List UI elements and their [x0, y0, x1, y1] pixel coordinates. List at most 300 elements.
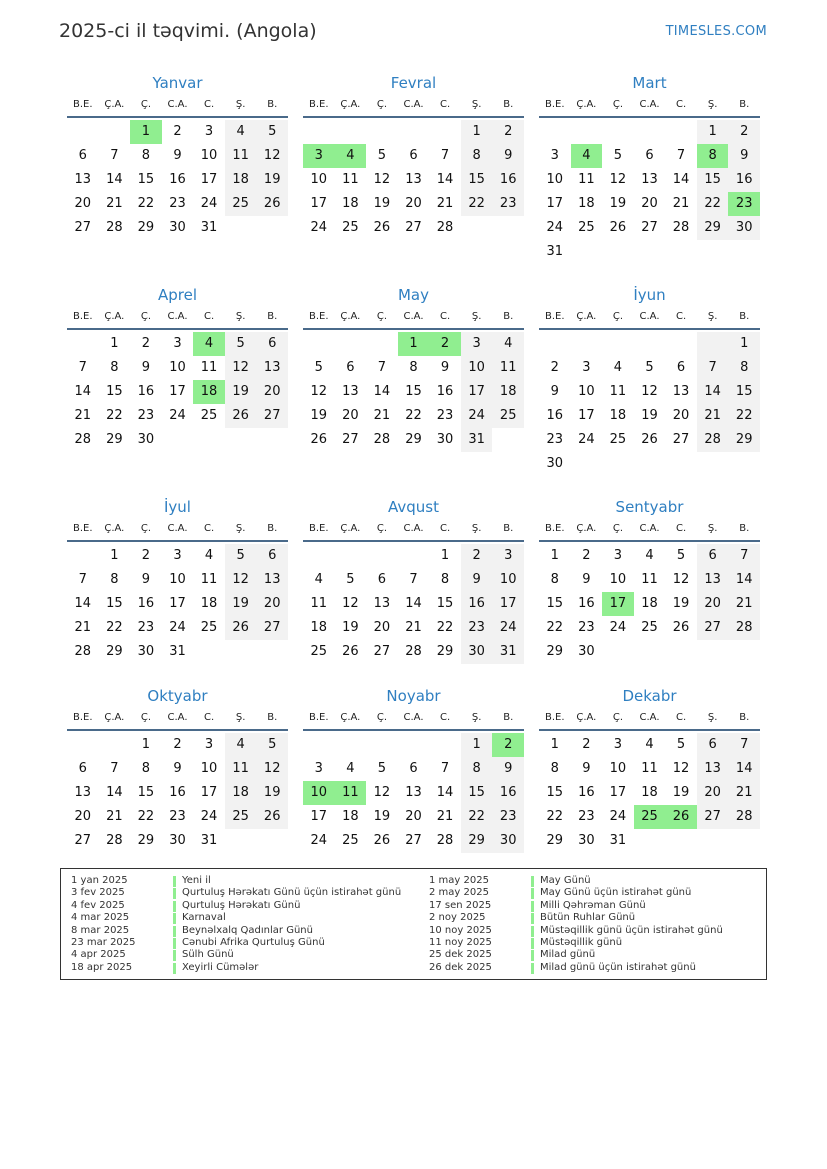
legend-date: 2 may 2025	[429, 887, 489, 899]
month-name: Sentyabr	[615, 498, 684, 516]
day-cell: 9	[141, 572, 151, 587]
day-cell: 28	[436, 220, 454, 235]
day-cell: 30	[578, 833, 595, 848]
empty-day-cell	[571, 120, 603, 144]
holiday-marker-icon	[531, 963, 534, 974]
weekday-header	[303, 306, 524, 330]
day-cell: 29	[546, 833, 564, 848]
weekday-header	[539, 306, 760, 330]
month-3	[67, 284, 288, 452]
day-cell: 3	[173, 336, 182, 351]
month-name: Dekabr	[622, 687, 677, 705]
legend-date: 8 mar 2025	[71, 924, 130, 936]
legend-row	[429, 937, 723, 949]
empty-day-cell	[665, 120, 697, 144]
day-cell: 7	[78, 572, 87, 587]
empty-day-cell	[366, 733, 398, 757]
day-cell: 27	[697, 616, 729, 640]
holiday-day-cell: 2	[429, 332, 461, 356]
day-cell: 5	[225, 332, 257, 356]
day-cell: 17	[609, 785, 627, 800]
day-cell: 19	[310, 408, 328, 423]
day-cell: 24	[461, 404, 493, 428]
day-cell: 12	[310, 384, 328, 399]
day-cell: 7	[110, 761, 119, 776]
day-cell: 20	[405, 196, 422, 211]
day-cell: 17	[492, 592, 524, 616]
empty-day-cell	[303, 120, 335, 144]
day-cell: 29	[461, 829, 493, 853]
weekday-label: B.E.	[545, 712, 565, 723]
day-grid	[539, 332, 760, 476]
weekday-label: Ç.A.	[340, 311, 361, 322]
day-cell: 21	[728, 592, 760, 616]
empty-day-cell	[67, 332, 99, 356]
legend-row	[429, 925, 723, 937]
day-cell: 15	[106, 596, 123, 611]
holiday-legend	[60, 868, 767, 980]
day-cell: 8	[461, 757, 493, 781]
legend-holiday-name: Qurtuluş Hərəkatı Günü	[182, 899, 301, 911]
weekday-label: C.A.	[403, 712, 424, 723]
day-cell: 22	[461, 192, 493, 216]
holiday-day-cell: 8	[697, 144, 729, 168]
day-cell: 15	[405, 384, 422, 399]
weekday-label: Ş.	[707, 311, 718, 322]
day-cell: 14	[728, 568, 760, 592]
legend-date: 4 apr 2025	[71, 949, 126, 961]
holiday-marker-icon	[531, 926, 534, 937]
holiday-day-cell: 18	[193, 380, 225, 404]
month-8	[539, 496, 760, 664]
day-cell: 17	[200, 785, 218, 800]
day-cell: 25	[342, 220, 359, 235]
day-cell: 14	[106, 172, 123, 187]
holiday-day-cell: 10	[303, 781, 335, 805]
weekday-label: Ç.	[140, 311, 152, 322]
legend-row	[429, 962, 723, 974]
day-cell: 12	[256, 144, 288, 168]
day-grid	[303, 120, 524, 240]
day-cell: 8	[550, 761, 559, 776]
day-cell: 10	[310, 172, 328, 187]
empty-day-cell	[539, 120, 571, 144]
holiday-marker-icon	[173, 938, 176, 949]
day-cell: 24	[310, 220, 328, 235]
empty-day-cell	[398, 733, 430, 757]
day-cell: 20	[697, 592, 729, 616]
day-cell: 8	[461, 144, 493, 168]
day-cell: 9	[141, 360, 151, 375]
day-cell: 12	[609, 172, 627, 187]
day-cell: 11	[492, 356, 524, 380]
day-cell: 7	[78, 360, 87, 375]
day-cell: 15	[106, 384, 123, 399]
day-cell: 21	[436, 809, 454, 824]
day-cell: 20	[697, 781, 729, 805]
weekday-label: Ç.	[140, 712, 152, 723]
day-cell: 9	[461, 568, 493, 592]
day-cell: 30	[169, 833, 186, 848]
day-cell: 25	[225, 192, 257, 216]
day-cell: 25	[310, 644, 328, 659]
legend-date: 1 yan 2025	[71, 875, 128, 886]
month-5	[539, 284, 760, 476]
weekday-label: B.	[739, 311, 750, 322]
empty-day-cell	[634, 120, 666, 144]
legend-holiday-name: May Günü	[540, 875, 591, 886]
day-cell: 31	[200, 833, 218, 848]
day-cell: 23	[436, 408, 454, 423]
day-cell: 6	[78, 761, 87, 776]
legend-date: 2 noy 2025	[429, 912, 486, 924]
legend-column-left	[71, 875, 401, 974]
day-cell: 24	[200, 196, 218, 211]
day-cell: 19	[225, 380, 257, 404]
day-cell: 14	[672, 172, 690, 187]
day-cell: 3	[204, 737, 214, 752]
legend-date: 11 noy 2025	[429, 937, 492, 949]
weekday-label: Ç.A.	[104, 523, 125, 534]
weekday-header	[539, 94, 760, 118]
holiday-marker-icon	[173, 876, 176, 887]
legend-holiday-name: May Günü üçün istirahət günü	[540, 887, 692, 899]
weekday-label: Ç.A.	[340, 523, 361, 534]
day-cell: 7	[377, 360, 387, 375]
day-cell: 26	[225, 616, 257, 640]
day-cell: 28	[373, 432, 391, 447]
day-grid	[303, 332, 524, 452]
day-cell: 11	[609, 384, 627, 399]
day-cell: 5	[676, 548, 686, 563]
day-cell: 23	[169, 809, 186, 824]
day-cell: 28	[728, 616, 760, 640]
weekday-label: Ç.	[376, 99, 388, 110]
day-cell: 10	[609, 761, 627, 776]
day-cell: 8	[110, 572, 119, 587]
day-cell: 16	[492, 168, 524, 192]
day-cell: 25	[200, 620, 218, 635]
weekday-label: Ş.	[235, 311, 246, 322]
day-cell: 22	[546, 809, 564, 824]
weekday-label: Ç.A.	[576, 99, 597, 110]
day-cell: 30	[728, 216, 760, 240]
day-cell: 11	[310, 596, 328, 611]
legend-row	[429, 887, 723, 899]
day-cell: 7	[728, 733, 760, 757]
day-cell: 6	[645, 148, 654, 163]
day-cell: 14	[728, 757, 760, 781]
day-cell: 29	[137, 833, 155, 848]
weekday-label: Ş.	[471, 99, 482, 110]
day-cell: 18	[342, 809, 359, 824]
day-cell: 6	[256, 544, 288, 568]
day-cell: 2	[550, 360, 559, 375]
legend-date: 18 apr 2025	[71, 961, 133, 973]
weekday-label: C.A.	[639, 99, 660, 110]
day-cell: 28	[672, 220, 690, 235]
day-cell: 16	[578, 785, 595, 800]
day-cell: 13	[405, 172, 422, 187]
day-cell: 13	[672, 384, 690, 399]
day-cell: 1	[110, 548, 119, 563]
day-cell: 29	[106, 432, 123, 447]
legend-column-right	[429, 875, 723, 974]
month-name: May	[397, 286, 429, 304]
day-cell: 3	[173, 548, 182, 563]
weekday-label: Ç.A.	[340, 712, 361, 723]
legend-row	[71, 912, 401, 924]
day-cell: 7	[676, 148, 686, 163]
month-name: Oktyabr	[147, 687, 208, 705]
weekday-label: B.	[267, 99, 278, 110]
day-cell: 15	[461, 781, 493, 805]
empty-day-cell	[398, 120, 430, 144]
weekday-label: Ç.	[140, 99, 152, 110]
weekday-label: C.	[204, 311, 215, 322]
weekday-label: B.	[503, 99, 514, 110]
day-cell: 18	[310, 620, 328, 635]
empty-day-cell	[303, 544, 335, 568]
day-cell: 16	[137, 384, 155, 399]
day-cell: 27	[672, 432, 690, 447]
day-cell: 26	[310, 432, 328, 447]
legend-holiday-name: Sülh Günü	[182, 949, 234, 961]
day-cell: 12	[225, 568, 257, 592]
weekday-label: Ç.A.	[104, 712, 125, 723]
legend-holiday-name: Qurtuluş Hərəkatı Günü üçün istirahət günü	[182, 887, 402, 899]
day-cell: 30	[578, 644, 595, 659]
day-cell: 1	[461, 733, 493, 757]
holiday-day-cell: 2	[492, 733, 524, 757]
day-cell: 25	[609, 432, 627, 447]
weekday-header	[303, 518, 524, 542]
empty-day-cell	[335, 120, 367, 144]
legend-row	[71, 875, 401, 887]
day-cell: 13	[373, 596, 391, 611]
day-cell: 12	[672, 761, 690, 776]
weekday-label: C.A.	[639, 523, 660, 534]
weekday-label: Ç.	[612, 99, 624, 110]
weekday-label: B.E.	[73, 712, 93, 723]
day-cell: 1	[440, 548, 450, 563]
day-cell: 26	[256, 805, 288, 829]
day-cell: 4	[492, 332, 524, 356]
month-name: İyun	[633, 286, 666, 304]
day-cell: 3	[314, 761, 323, 776]
day-cell: 22	[405, 408, 422, 423]
day-cell: 1	[141, 737, 151, 752]
day-cell: 19	[342, 620, 359, 635]
day-cell: 13	[697, 568, 729, 592]
day-cell: 8	[110, 360, 119, 375]
weekday-label: C.A.	[403, 523, 424, 534]
weekday-label: Ç.A.	[576, 712, 597, 723]
weekday-label: C.	[204, 523, 215, 534]
day-cell: 24	[609, 809, 627, 824]
day-cell: 16	[169, 172, 186, 187]
day-cell: 13	[256, 356, 288, 380]
day-cell: 27	[697, 805, 729, 829]
weekday-label: Ç.A.	[104, 99, 125, 110]
legend-holiday-name: Beynəlxalq Qadınlar Günü	[182, 924, 313, 936]
day-cell: 3	[550, 148, 559, 163]
weekday-label: C.	[440, 311, 451, 322]
holiday-marker-icon	[531, 950, 534, 961]
day-cell: 21	[74, 620, 92, 635]
day-cell: 13	[697, 757, 729, 781]
legend-date: 3 fev 2025	[71, 887, 125, 899]
day-cell: 14	[436, 785, 454, 800]
day-cell: 5	[676, 737, 686, 752]
day-cell: 31	[609, 833, 627, 848]
legend-holiday-name: Müstəqillik günü	[540, 937, 623, 949]
holiday-marker-icon	[173, 950, 176, 961]
empty-day-cell	[398, 544, 430, 568]
day-cell: 16	[461, 592, 493, 616]
weekday-label: C.A.	[167, 99, 188, 110]
month-name: Yanvar	[152, 74, 203, 92]
weekday-label: Ç.A.	[576, 311, 597, 322]
day-cell: 30	[546, 456, 564, 471]
legend-date: 4 fev 2025	[71, 899, 125, 911]
day-cell: 20	[373, 620, 391, 635]
day-cell: 28	[697, 428, 729, 452]
day-cell: 2	[582, 548, 591, 563]
day-cell: 1	[550, 737, 559, 752]
day-cell: 19	[672, 785, 690, 800]
day-cell: 10	[169, 572, 186, 587]
day-cell: 5	[377, 148, 387, 163]
day-cell: 30	[137, 432, 155, 447]
day-cell: 7	[440, 761, 450, 776]
weekday-label: B.E.	[309, 99, 329, 110]
legend-row	[429, 912, 723, 924]
day-cell: 16	[492, 781, 524, 805]
day-cell: 18	[200, 596, 218, 611]
day-cell: 16	[169, 785, 186, 800]
day-cell: 14	[405, 596, 422, 611]
day-cell: 22	[137, 196, 155, 211]
day-cell: 5	[256, 120, 288, 144]
day-cell: 10	[200, 148, 218, 163]
day-cell: 3	[492, 544, 524, 568]
day-cell: 2	[173, 124, 182, 139]
day-cell: 18	[609, 408, 627, 423]
month-name: Fevral	[390, 74, 437, 92]
legend-date: 25 dek 2025	[429, 949, 492, 961]
holiday-day-cell: 4	[193, 332, 225, 356]
legend-holiday-name: Yeni il	[182, 875, 211, 886]
day-cell: 13	[256, 568, 288, 592]
day-cell: 6	[409, 761, 418, 776]
empty-day-cell	[571, 332, 603, 356]
holiday-day-cell: 26	[665, 805, 697, 829]
day-cell: 11	[225, 757, 257, 781]
day-cell: 18	[492, 380, 524, 404]
day-cell: 6	[676, 360, 686, 375]
day-cell: 12	[225, 356, 257, 380]
day-cell: 19	[609, 196, 627, 211]
weekday-label: Ş.	[235, 99, 246, 110]
day-cell: 2	[461, 544, 493, 568]
day-cell: 16	[546, 408, 564, 423]
day-cell: 8	[141, 761, 151, 776]
legend-date: 4 mar 2025	[71, 912, 130, 924]
empty-day-cell	[335, 733, 367, 757]
day-cell: 7	[440, 148, 450, 163]
legend-date: 10 noy 2025	[429, 924, 492, 936]
weekday-label: C.A.	[167, 523, 188, 534]
day-cell: 21	[697, 404, 729, 428]
holiday-day-cell: 3	[303, 144, 335, 168]
empty-day-cell	[697, 332, 729, 356]
weekday-label: B.E.	[73, 99, 93, 110]
brand-link[interactable]: TIMESLES.COM	[665, 24, 767, 39]
day-cell: 9	[582, 572, 591, 587]
day-cell: 7	[110, 148, 119, 163]
day-cell: 8	[550, 572, 559, 587]
weekday-label: Ş.	[707, 712, 718, 723]
month-name: Aprel	[157, 286, 198, 304]
weekday-header	[303, 94, 524, 118]
day-cell: 10	[200, 761, 218, 776]
holiday-marker-icon	[173, 888, 176, 899]
day-cell: 20	[256, 592, 288, 616]
empty-day-cell	[634, 332, 666, 356]
day-cell: 28	[74, 432, 92, 447]
day-cell: 22	[697, 192, 729, 216]
day-cell: 22	[137, 809, 155, 824]
legend-row	[429, 875, 723, 887]
weekday-label: Ş.	[235, 523, 246, 534]
day-cell: 17	[169, 596, 186, 611]
legend-row	[71, 900, 401, 912]
day-cell: 6	[377, 572, 387, 587]
day-cell: 22	[546, 620, 564, 635]
weekday-label: B.E.	[73, 311, 93, 322]
weekday-label: C.	[676, 523, 687, 534]
holiday-day-cell: 17	[602, 592, 634, 616]
weekday-label: C.A.	[403, 99, 424, 110]
empty-day-cell	[335, 332, 367, 356]
day-cell: 15	[137, 172, 155, 187]
day-cell: 21	[74, 408, 92, 423]
day-cell: 27	[74, 220, 92, 235]
day-cell: 23	[137, 620, 155, 635]
day-cell: 25	[492, 404, 524, 428]
day-cell: 11	[200, 572, 218, 587]
weekday-label: B.E.	[545, 311, 565, 322]
day-grid	[539, 733, 760, 853]
day-cell: 24	[310, 833, 328, 848]
weekday-label: B.	[503, 311, 514, 322]
day-cell: 5	[613, 148, 623, 163]
holiday-day-cell: 11	[335, 781, 367, 805]
day-cell: 19	[672, 596, 690, 611]
day-cell: 11	[641, 761, 658, 776]
day-cell: 30	[461, 640, 493, 664]
day-cell: 9	[173, 761, 182, 776]
day-cell: 19	[256, 168, 288, 192]
day-cell: 27	[405, 833, 422, 848]
day-cell: 16	[728, 168, 760, 192]
day-cell: 22	[106, 620, 123, 635]
weekday-label: Ç.	[612, 311, 624, 322]
legend-holiday-name: Cənubi Afrika Qurtuluş Günü	[182, 937, 325, 949]
weekday-label: Ş.	[471, 712, 482, 723]
day-cell: 15	[137, 785, 155, 800]
